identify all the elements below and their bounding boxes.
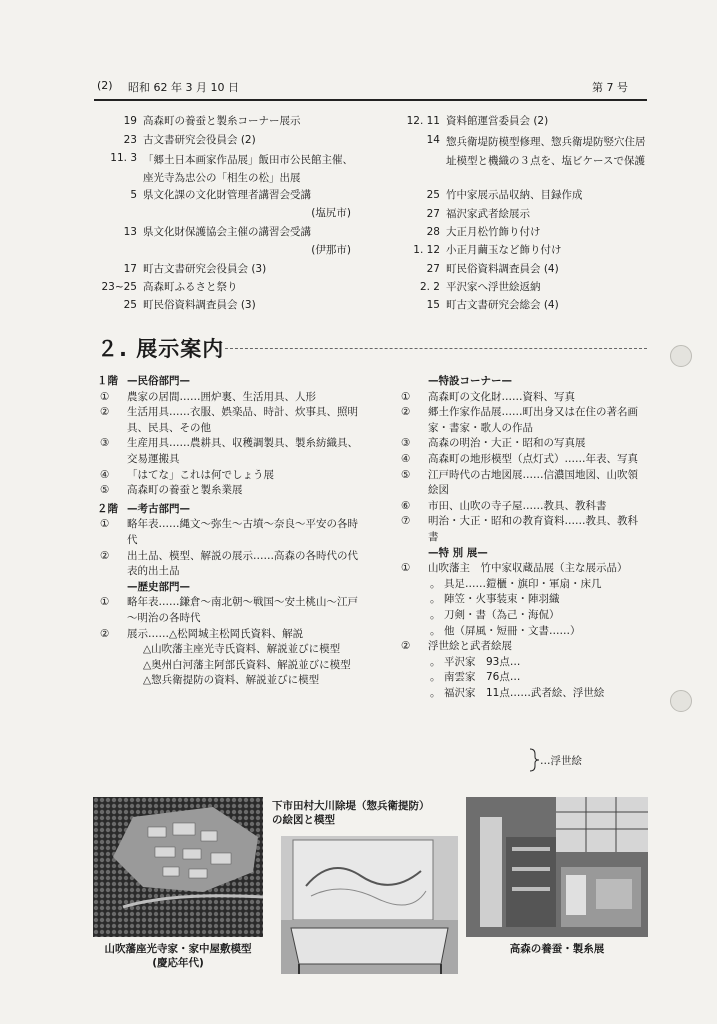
history-line: △惣兵衛提防の資料、解説並びに模型 xyxy=(143,674,320,687)
chron-right-4: 27 福沢家武者絵展示 xyxy=(426,208,530,220)
exhibit-subitem: 。 刀剣・書（為己・海侃） xyxy=(430,608,560,621)
chron-right-7: 27 町民俗資料調査員会 (4) xyxy=(426,263,559,275)
issue-date: 昭和 62 年 3 月 10 日 xyxy=(128,81,239,94)
exhibit-item: ① 略年表……鎌倉～南北朝～戦国～安土桃山～江戸～明治の各時代 xyxy=(100,596,358,624)
chron-right-3: 25 竹中家展示品収納、目録作成 xyxy=(426,189,583,201)
exhibit-item: ④ 「はてな」これは何でしょう展 xyxy=(100,468,274,481)
exhibit-subitem: 。 陣笠・火事装束・陣羽織 xyxy=(430,593,560,606)
exhibit-item: ① 高森町の文化財……資料、写真 xyxy=(401,390,575,403)
exhibit-item: ③ 高森の明治・大正・昭和の写真展 xyxy=(401,437,586,450)
photo-embankment-model xyxy=(281,836,458,974)
exhibit-subitem: 。 他（屏風・短冊・文書……） xyxy=(430,624,581,637)
binder-hole xyxy=(670,345,692,367)
chron-left-6: 17 町古文書研究会役員会 (3) xyxy=(123,263,267,275)
section-title-leader xyxy=(225,348,647,349)
chron-left-8: 25 町民俗資料調査員会 (3) xyxy=(123,299,256,311)
chron-left-1: 19 高森町の養蚕と製糸コーナー展示 xyxy=(123,115,301,127)
chron-left-2: 23 古文書研究会役員会 (2) xyxy=(123,134,256,146)
chron-left-4: 5 県文化課の文化財管理者講習会受講 (塩尻市) xyxy=(130,189,351,219)
photo-residence-model xyxy=(93,797,263,937)
history-heading: —歴史部門— xyxy=(127,580,190,593)
exhibit-item: ② 出土品、模型、解説の展示……高森の各時代の代表的出土品 xyxy=(100,549,358,578)
header-rule xyxy=(94,99,647,101)
exhibit-item: ⑤ 江戸時代の古地図展……信濃国地図、山吹領絵図 xyxy=(401,468,638,497)
exhibit-item: ⑥ 市田、山吹の寺子屋……教具、教科書 xyxy=(401,499,607,512)
chron-left-5: 13 県文化財保護協会主催の講習会受講 (伊那市) xyxy=(123,226,351,256)
exhibit-item: ④ 高森町の地形模型（点灯式）……年表、写真 xyxy=(401,452,638,465)
exhibit-subitem: 。 平沢家 93点… xyxy=(430,655,521,668)
chron-left-7: 23~25 高森町ふるさと祭り xyxy=(101,281,238,293)
issue-number: 第 7 号 xyxy=(592,81,628,94)
photo-sericulture-exhibit xyxy=(466,797,648,937)
exhibit-item: ① 山吹藩主 竹中家収蔵品展（主な展示品） xyxy=(401,562,628,575)
exhibit-item: ① 略年表……縄文～弥生～古墳～奈良～平安の各時代 xyxy=(100,518,358,546)
exhibit-subitem: 。 福沢家 11点……武者絵、浮世絵 xyxy=(430,686,605,699)
exhibit-subitem: 。 南雲家 76点… xyxy=(430,671,521,684)
special-corner-heading: —特設コーナー— xyxy=(428,375,512,387)
history-line: △山吹藩主座光寺氏資料、解説並びに模型 xyxy=(143,643,341,656)
ukiyoe-brace-label: …浮世絵 xyxy=(540,755,582,767)
chron-right-2: 14 惣兵衛堤防模型修理、惣兵衛堤防竪穴住居址模型と機織の３点を、塩ビケースで保護 xyxy=(426,134,646,167)
exhibit-item: ② 生活用具……衣服、娯楽品、時計、炊事具、照明具、民具、その他 xyxy=(100,406,358,434)
photo-embankment-caption: 下市田村大川除堤（惣兵衛提防） の絵図と模型 xyxy=(272,800,430,826)
chron-left-3: 11. 3 「郷土日本画家作品展」飯田市公民館主催、座光寺為忠公の「相生の松」出展 xyxy=(110,152,353,184)
photo-sericulture-image xyxy=(466,797,648,937)
binder-hole xyxy=(670,690,692,712)
page-number: (2) xyxy=(97,79,113,92)
photo-residence-caption: 山吹藩座光寺家・家中屋敷模型 (慶応年代) xyxy=(104,943,252,969)
chron-right-8: 2. 2 平沢家へ浮世絵返納 xyxy=(419,281,541,293)
chron-right-1: 12. 11 資料館運営委員会 (2) xyxy=(406,115,549,127)
exhibit-item: ② 郷土作家作品展……町出身又は在住の著名画家・書家・歌人の作品 xyxy=(401,406,638,434)
exhibit-item: ⑦ 明治・大正・昭和の教育資料……教具、教科書 xyxy=(401,515,638,543)
photo-sericulture-caption: 高森の養蚕・製糸展 xyxy=(509,943,605,955)
floor-1-heading: １階 —民俗部門— xyxy=(97,375,190,387)
chron-right-6: 1. 12 小正月繭玉など飾り付け xyxy=(413,244,562,256)
exhibit-item: ② 浮世絵と武者絵展 xyxy=(401,640,512,653)
exhibit-item: ⑤ 高森町の養蚕と製糸業展 xyxy=(100,484,243,497)
photo-embankment-image xyxy=(281,836,458,974)
exhibits-left-column xyxy=(97,374,359,689)
exhibit-item: ① 農家の居間……囲炉裏、生活用具、人形 xyxy=(100,390,316,403)
exhibit-item: ② 展示……△松岡城主松岡氏資料、解説 xyxy=(100,627,304,640)
photo-residence-model-image xyxy=(93,797,263,937)
special-exhibition-heading: —特 別 展— xyxy=(428,546,488,559)
floor-2-heading: ２階 —考古部門— xyxy=(97,502,190,515)
history-line: △奥州白河藩主阿部氏資料、解説並びに模型 xyxy=(143,658,351,671)
exhibit-subitem: 。 具足……鎧櫃・旗印・軍扇・床几 xyxy=(430,577,602,590)
section-title: ２. 展示案内 xyxy=(97,337,225,361)
chron-right-9: 15 町古文書研究会総会 (4) xyxy=(426,299,559,311)
chron-right-5: 28 大正月松竹飾り付け xyxy=(426,226,541,238)
exhibits-right-column xyxy=(398,374,648,701)
exhibit-item: ③ 生産用具……農耕具、収穫調製具、製糸紡織具、交易運搬具 xyxy=(100,437,358,465)
